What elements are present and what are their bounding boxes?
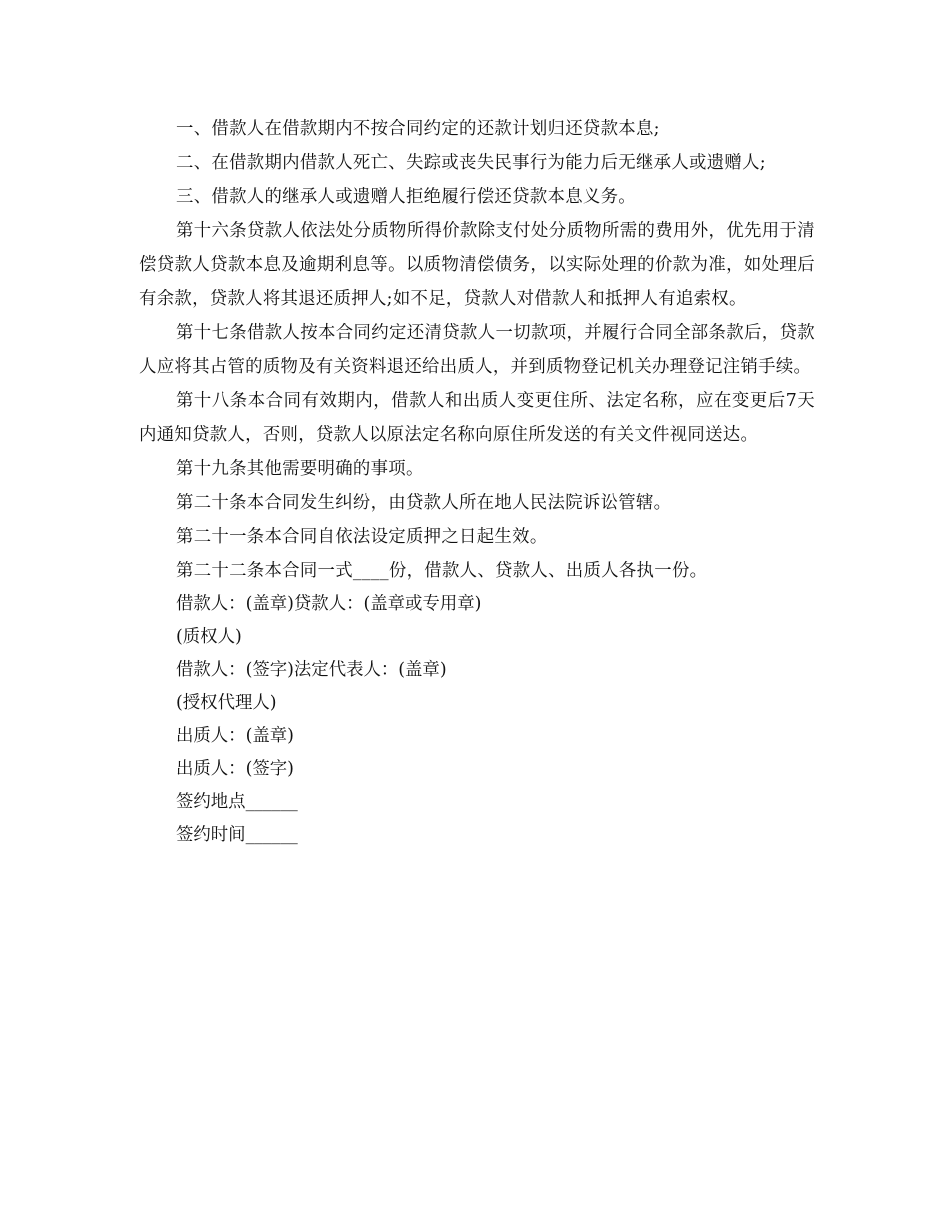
authorized-agent-note: (授权代理人) [176,693,277,713]
clause-1: 一、借款人在借款期内不按合同约定的还款计划归还贷款本息; [176,119,660,139]
signing-time-line: 签约时间______ [176,825,298,845]
pledgor-seal-line: 出质人：(盖章) [176,726,294,746]
clause-3: 三、借款人的继承人或遗赠人拒绝履行偿还贷款本息义务。 [176,187,636,207]
article-16: 第十六条贷款人依法处分质物所得价款除支付处分质物所需的费用外，优先用于清偿贷款人贷款本息及逾期利息等。以质物清偿债务，以实际处理的价款为准，如处理后有余款，贷款人将其退还质押人;如不足，贷款人对借款人和抵押人有追索权。 [139,221,815,309]
article-18: 第十八条本合同有效期内，借款人和出质人变更住所、法定名称，应在变更后7天内通知贷款人，否则，贷款人以原法定名称向原住所发送的有关文件视同送达。 [139,391,815,445]
document-page [139,112,815,852]
article-19: 第十九条其他需要明确的事项。 [176,459,424,479]
article-20: 第二十条本合同发生纠纷，由贷款人所在地人民法院诉讼管辖。 [176,493,672,513]
pledgee-note: (质权人) [176,627,242,647]
borrower-signature-line: 借款人：(签字)法定代表人：(盖章) [176,660,447,680]
article-21: 第二十一条本合同自依法设定质押之日起生效。 [176,527,548,547]
pledgor-signature-line: 出质人：(签字) [176,759,294,779]
clause-2: 二、在借款期内借款人死亡、失踪或丧失民事行为能力后无继承人或遗赠人; [176,153,766,173]
borrower-lender-seal-line: 借款人：(盖章)贷款人：(盖章或专用章) [176,594,482,614]
article-22: 第二十二条本合同一式____份，借款人、贷款人、出质人各执一份。 [176,561,708,581]
signing-place-line: 签约地点______ [176,792,298,812]
article-17: 第十七条借款人按本合同约定还清贷款人一切款项，并履行合同全部条款后，贷款人应将其占管的质物及有关资料退还给出质人，并到质物登记机关办理登记注销手续。 [139,323,815,377]
signature-block [139,588,815,852]
